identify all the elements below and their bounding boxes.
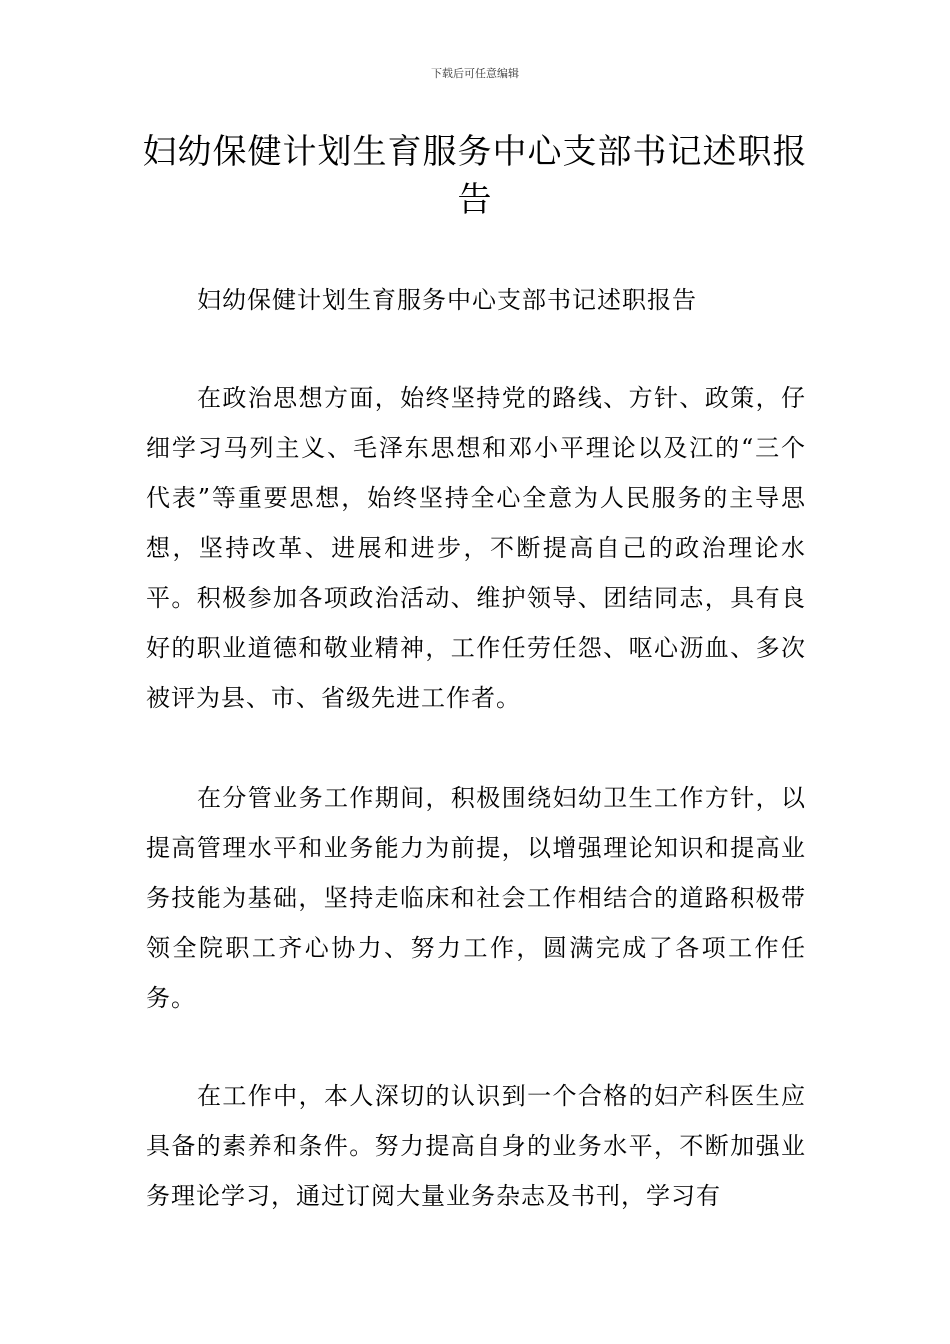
document-subtitle: 妇幼保健计划生育服务中心支部书记述职报告: [197, 286, 697, 314]
paragraph-work-awareness: 在工作中，本人深切的认识到一个合格的妇产科医生应具备的素养和条件。努力提高自身的业务水平，不断加强业务理论学习，通过订阅大量业务杂志及书刊，学习有: [146, 1082, 806, 1210]
paragraph-political-thought: 在政治思想方面，始终坚持党的路线、方针、政策，仔细学习马列主义、毛泽东思想和邓小平理论以及江的“三个代表”等重要思想，始终坚持全心全意为人民服务的主导思想，坚持改革、进展和进步，不断提高自己的政治理论水平。积极参加各项政治活动、维护领导、团结同志，具有良好的职业道德和敬业精神，工作任劳任怨、呕心沥血、多次被评为县、市、省级先进工作者。: [146, 384, 806, 712]
header-note: 下载后可任意编辑: [431, 67, 519, 80]
document-title: 妇幼保健计划生育服务中心支部书记述职报告: [142, 132, 808, 220]
paragraph-business-work: 在分管业务工作期间，积极围绕妇幼卫生工作方针，以提高管理水平和业务能力为前提，以增强理论知识和提高业务技能为基础，坚持走临床和社会工作相结合的道路积极带领全院职工齐心协力、努力工作，圆满完成了各项工作任务。: [146, 784, 806, 1012]
